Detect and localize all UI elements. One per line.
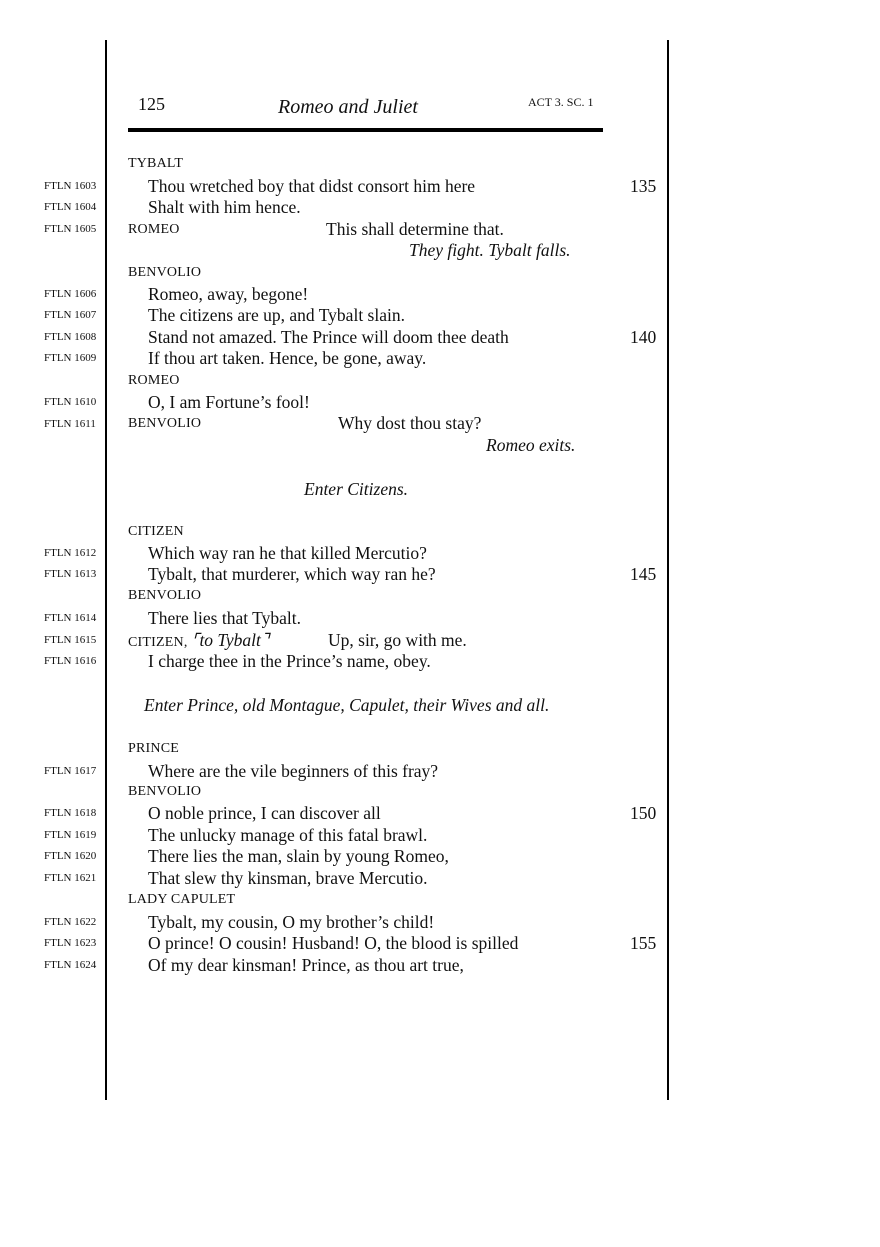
speaker-direction-to-tybalt: ⌜to Tybalt⌝ [191,630,270,650]
speaker-citizen [128,632,269,651]
verse-line-1624: Of my dear kinsman! Prince, as thou art true, [148,955,464,975]
ftln-1612: FTLN 1612 [44,547,97,559]
verse-line-1622: Tybalt, my cousin, O my brother’s child! [148,912,435,932]
ftln-1606: FTLN 1606 [44,288,97,300]
verse-line-1609: If thou art taken. Hence, be gone, away. [148,348,427,368]
speaker-benvolio: BENVOLIO [128,784,202,799]
line-ref-140: 140 [630,327,657,347]
verse-line-1604: Shalt with him hence. [148,197,301,217]
verse-line-1605: This shall determine that. [326,219,504,239]
ftln-1621: FTLN 1621 [44,872,97,884]
speaker-citizen-label: CITIZEN, [128,635,188,650]
line-ref-145: 145 [630,564,657,584]
ftln-1603: FTLN 1603 [44,180,97,192]
verse-line-1610: O, I am Fortune’s fool! [148,392,310,412]
speaker-tybalt: TYBALT [128,156,184,171]
verse-line-1619: The unlucky manage of this fatal brawl. [148,825,428,845]
header-rule [128,128,603,132]
speaker-romeo: ROMEO [128,373,180,388]
speaker-prince: PRINCE [128,741,179,756]
line-ref-155: 155 [630,933,657,953]
page-number: 125 [138,94,165,114]
verse-line-1620: There lies the man, slain by young Romeo, [148,846,449,866]
ftln-1620: FTLN 1620 [44,850,97,862]
ftln-1607: FTLN 1607 [44,309,97,321]
ftln-1617: FTLN 1617 [44,765,97,777]
ftln-1615: FTLN 1615 [44,634,97,646]
ftln-1604: FTLN 1604 [44,201,97,213]
ftln-1611: FTLN 1611 [44,418,96,430]
ftln-1610: FTLN 1610 [44,396,97,408]
verse-line-1623: O prince! O cousin! Husband! O, the blood is spilled [148,933,519,953]
ftln-1618: FTLN 1618 [44,807,97,819]
verse-line-1612: Which way ran he that killed Mercutio? [148,543,427,563]
speaker-benvolio: BENVOLIO [128,265,202,280]
ftln-1609: FTLN 1609 [44,352,97,364]
running-title: Romeo and Juliet [278,96,418,118]
speaker-benvolio: BENVOLIO [128,588,202,603]
verse-line-1607: The citizens are up, and Tybalt slain. [148,305,405,325]
ftln-1616: FTLN 1616 [44,655,97,667]
verse-line-1615: Up, sir, go with me. [328,630,467,650]
ftln-1608: FTLN 1608 [44,331,97,343]
ftln-1622: FTLN 1622 [44,916,97,928]
speaker-romeo: ROMEO [128,222,180,237]
verse-line-1614: There lies that Tybalt. [148,608,301,628]
ftln-1623: FTLN 1623 [44,937,97,949]
line-ref-150: 150 [630,803,657,823]
verse-line-1617: Where are the vile beginners of this fray? [148,761,439,781]
speaker-benvolio: BENVOLIO [128,416,202,431]
ftln-1624: FTLN 1624 [44,959,97,971]
verse-line-1613: Tybalt, that murderer, which way ran he? [148,564,436,584]
verse-line-1608: Stand not amazed. The Prince will doom thee death [148,327,509,347]
verse-line-1606: Romeo, away, begone! [148,284,309,304]
speaker-citizen: CITIZEN [128,524,184,539]
ftln-1614: FTLN 1614 [44,612,97,624]
left-margin-rule [105,40,107,1100]
ftln-1605: FTLN 1605 [44,223,97,235]
verse-line-1618: O noble prince, I can discover all [148,803,381,823]
ftln-1619: FTLN 1619 [44,829,97,841]
ftln-1613: FTLN 1613 [44,568,97,580]
right-margin-rule [667,40,669,1100]
line-ref-135: 135 [630,176,657,196]
verse-line-1611: Why dost thou stay? [338,413,482,433]
verse-line-1621: That slew thy kinsman, brave Mercutio. [148,868,428,888]
verse-line-1603: Thou wretched boy that didst consort him here [148,176,476,196]
speaker-lady-capulet: LADY CAPULET [128,892,236,907]
stage-direction-fight: They fight. Tybalt falls. [409,240,571,260]
verse-line-1616: I charge thee in the Prince’s name, obey. [148,651,431,671]
stage-direction-enter-citizens: Enter Citizens. [304,479,409,499]
act-scene-label: ACT 3. SC. 1 [528,95,594,109]
stage-direction-romeo-exits: Romeo exits. [486,435,576,455]
stage-direction-enter-prince: Enter Prince, old Montague, Capulet, their Wives and all. [144,695,550,715]
